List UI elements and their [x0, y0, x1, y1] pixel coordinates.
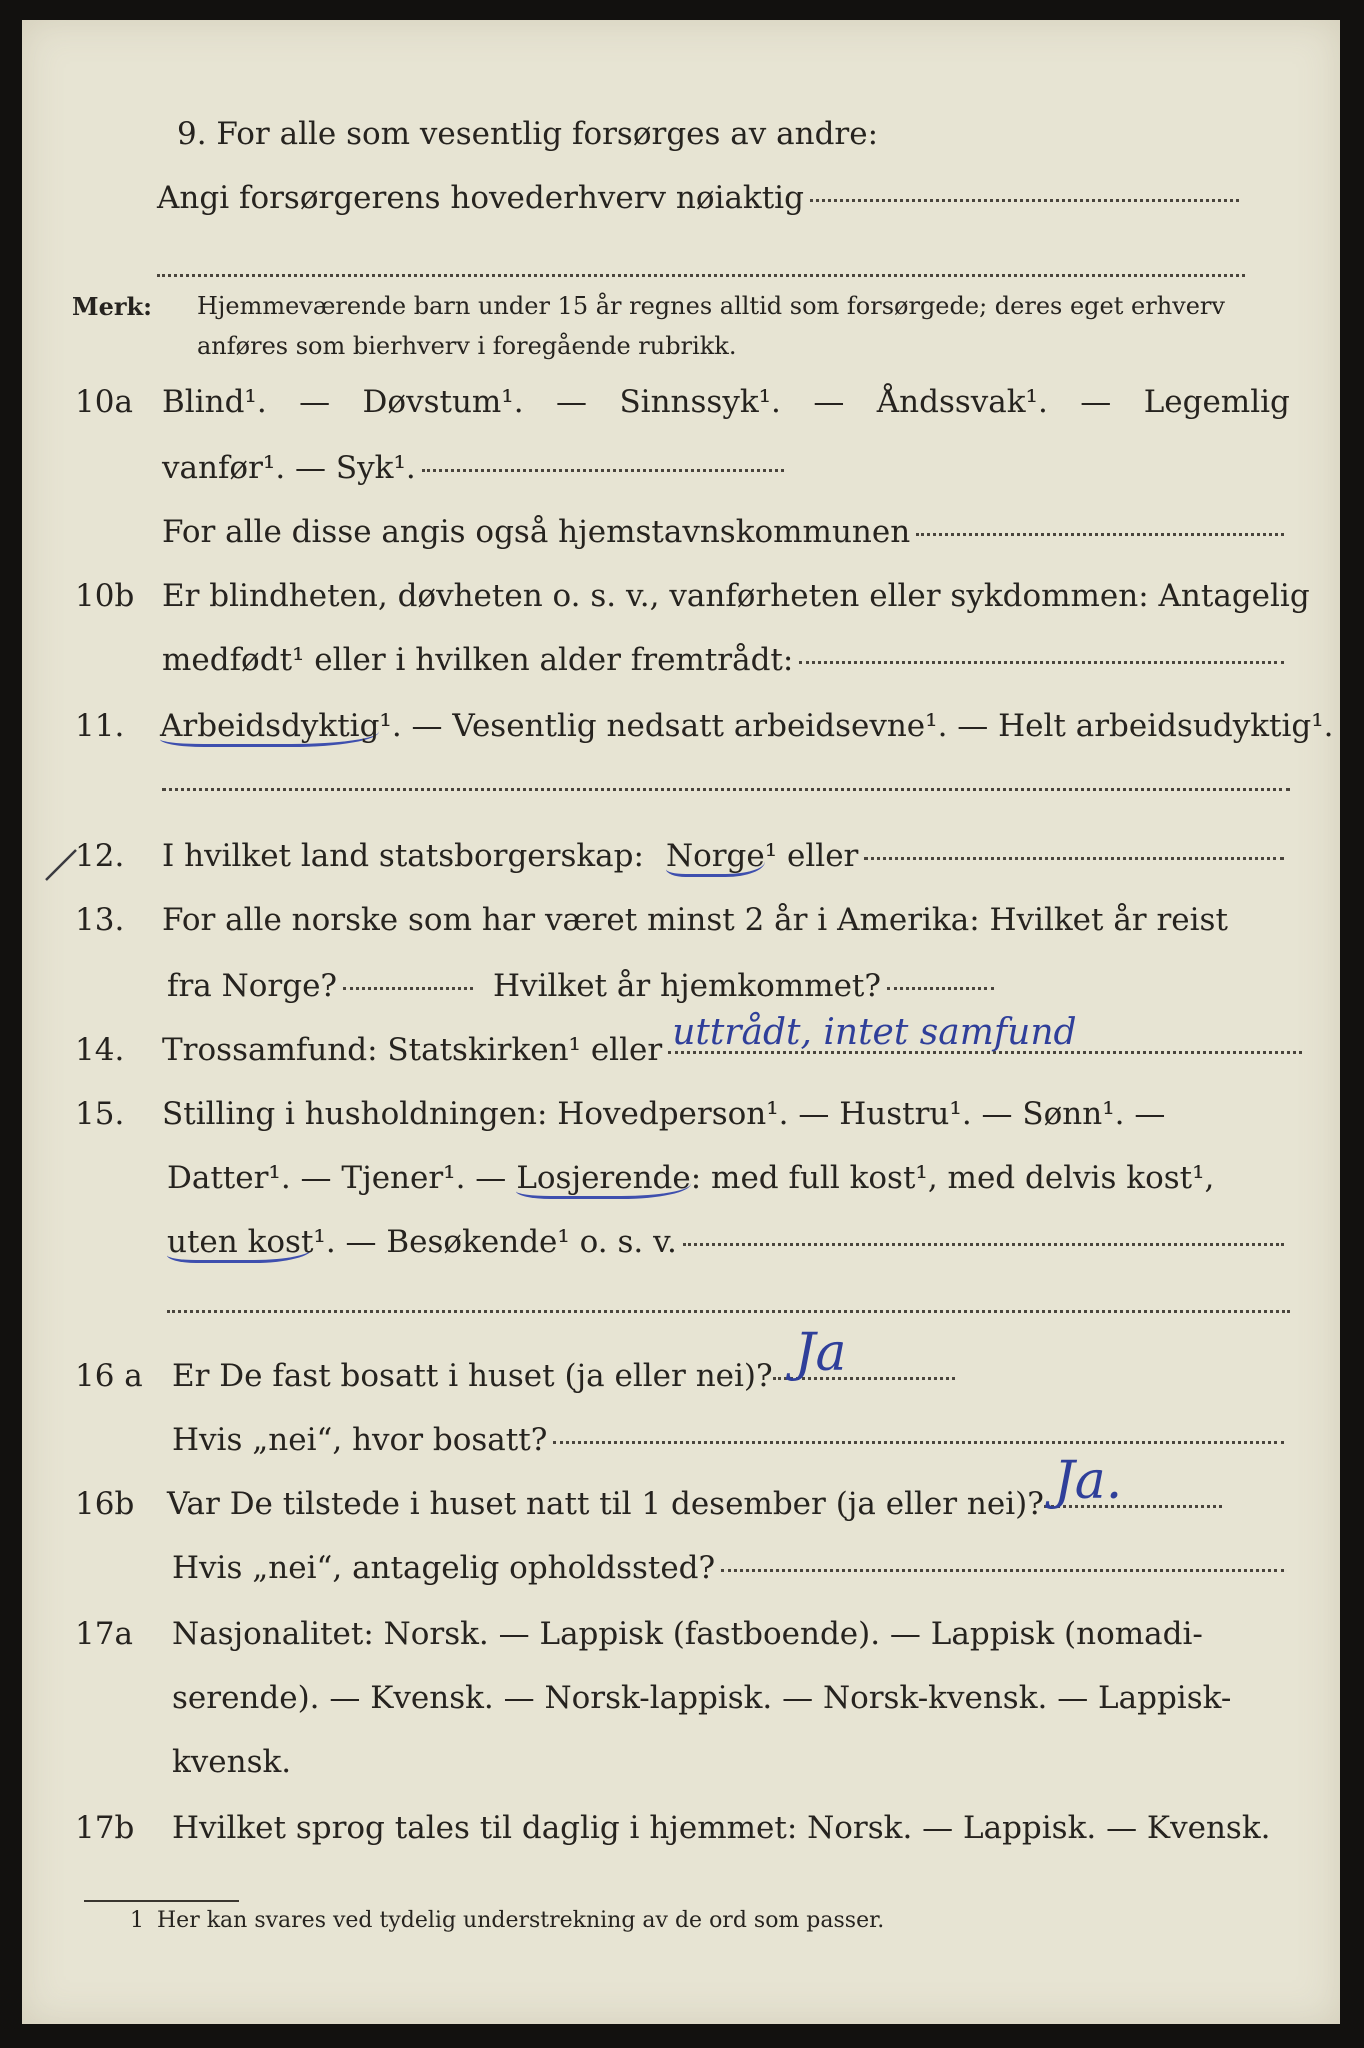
- q9-extra-answer-line[interactable]: [157, 274, 1245, 277]
- q15-line1: [22, 1096, 1340, 1152]
- q10b-line2: [22, 642, 1340, 698]
- q17a-text2: serende). — Kvensk. — Norsk-lappisk. — Norsk-kvensk. — Lappisk-: [172, 1680, 1232, 1716]
- q10b-line1: [22, 578, 1340, 634]
- q16b-line2: [22, 1550, 1340, 1606]
- q10a-line3: [22, 514, 1340, 570]
- q16a-line1: [22, 1323, 1340, 1414]
- q17a-number: 17a: [75, 1616, 133, 1652]
- q16b-answer-field[interactable]: [1044, 1451, 1222, 1511]
- census-form-page: [22, 20, 1340, 2024]
- q10a-dovstum: Døvstum¹.: [362, 384, 524, 420]
- q9-line1: [22, 116, 1340, 172]
- q10b-text1: Er blindheten, døvheten o. s. v., vanførheten eller sykdommen: Antagelig: [162, 578, 1310, 614]
- q11-rest: ¹. — Vesentlig nedsatt arbeidsevne¹. — Helt arbeidsudyktig¹.: [379, 708, 1334, 744]
- q14-text: Trossamfund: Statskirken¹ eller: [162, 1032, 663, 1068]
- footnote-text: Her kan svares ved tydelig understrekning av de ord som passer.: [157, 1908, 885, 1933]
- q10a-hjemstavn-field[interactable]: [916, 533, 1284, 536]
- q17b-line: [22, 1810, 1340, 1866]
- q10a-andssvak: Åndssvak¹.: [876, 384, 1048, 420]
- q16a-line2: [22, 1422, 1340, 1478]
- dash: —: [299, 384, 331, 420]
- q10a-vanfor: vanfør¹. — Syk¹.: [162, 450, 416, 486]
- q10a-hjemstavn: For alle disse angis også hjemstavnskommunen: [162, 514, 911, 550]
- q13-line1: [22, 902, 1340, 958]
- q11-arbeidsdyktig-underlined: Arbeidsdyktig: [160, 708, 379, 747]
- q12-line: [22, 838, 1340, 894]
- q9-text: 9. For alle som vesentlig forsørges av andre:: [177, 116, 879, 152]
- q12-text: I hvilket land statsborgerskap:: [162, 838, 644, 874]
- q14-answer-field[interactable]: [668, 1012, 1302, 1054]
- q15-line2: [22, 1160, 1340, 1216]
- q10b-answer-field[interactable]: [799, 661, 1284, 664]
- q10a-line2: [22, 450, 1340, 506]
- q11-number: 11.: [75, 708, 125, 744]
- q14-handwritten-answer: uttrådt, intet samfund: [672, 1012, 1077, 1053]
- merk-text2: anføres som bierhverv i foregående rubrikk.: [197, 332, 737, 360]
- footnote: [22, 1908, 1340, 1948]
- q17a-line2: [22, 1680, 1340, 1736]
- dash: —: [813, 384, 845, 420]
- q15-losjerende-underlined: Losjerende: [516, 1160, 690, 1199]
- q12-eller: ¹ eller: [764, 838, 859, 874]
- q16a-answer-field[interactable]: [773, 1323, 955, 1383]
- merk-text1: Hjemmeværende barn under 15 år regnes alltid som forsørgede; deres eget erhverv: [197, 292, 1225, 320]
- footnote-divider: [84, 1900, 239, 1902]
- q16b-text2: Hvis „nei“, antagelig opholdssted?: [172, 1550, 716, 1586]
- q16b-handwritten-answer: Ja.: [1053, 1451, 1123, 1511]
- merk-label: Merk:: [72, 292, 152, 321]
- q12-number: 12.: [75, 838, 125, 874]
- q13-reist-label: fra Norge?: [167, 968, 338, 1004]
- q15-number: 15.: [75, 1096, 125, 1132]
- q11-answer-line[interactable]: [162, 788, 1290, 791]
- q11-line: [22, 708, 1340, 764]
- q16a-handwritten-answer: Ja: [794, 1323, 847, 1383]
- q16a-number: 16 a: [75, 1358, 143, 1394]
- q16b-opholdssted-field[interactable]: [721, 1569, 1284, 1572]
- q15-line3: [22, 1224, 1340, 1280]
- merk-line2: [22, 332, 1340, 372]
- q17b-text: Hvilket sprog tales til daglig i hjemmet: Norsk. — Lappisk. — Kvensk.: [172, 1810, 1271, 1846]
- dash: —: [1080, 384, 1112, 420]
- q10a-number: 10a: [75, 384, 133, 420]
- q17a-text3: kvensk.: [172, 1744, 292, 1780]
- q16a-bosatt-field[interactable]: [553, 1441, 1284, 1444]
- q15-uten-kost-underlined: uten kost: [167, 1224, 313, 1263]
- q13-hjemkommet-label: Hvilket år hjemkommet?: [493, 968, 882, 1004]
- q17a-line3: [22, 1744, 1340, 1800]
- q10a-answer-field[interactable]: [422, 469, 784, 472]
- q9-answer-field[interactable]: [810, 199, 1239, 202]
- q10a-sinnssyk: Sinnssyk¹.: [619, 384, 781, 420]
- q9-label: Angi forsørgerens hovederhverv nøiaktig: [157, 180, 804, 216]
- footnote-mark: 1: [130, 1908, 144, 1933]
- q15-extra-answer-line[interactable]: [167, 1310, 1290, 1313]
- q15-text3: ¹. — Besøkende¹ o. s. v.: [313, 1224, 677, 1260]
- q13-hjemkommet-field[interactable]: [887, 987, 994, 990]
- q9-line2: [22, 180, 1340, 236]
- merk-line1: [22, 292, 1340, 332]
- q12-answer-field[interactable]: [864, 857, 1284, 860]
- q16b-number: 16b: [75, 1486, 135, 1522]
- q17b-number: 17b: [75, 1810, 135, 1846]
- q16b-text1: Var De tilstede i huset natt til 1 desember (ja eller nei)?: [167, 1486, 1044, 1522]
- q12-norge-underlined: Norge: [666, 838, 765, 877]
- q16a-text1: Er De fast bosatt i huset (ja eller nei)?: [172, 1358, 773, 1394]
- q16a-text2: Hvis „nei“, hvor bosatt?: [172, 1422, 548, 1458]
- q13-reist-field[interactable]: [343, 987, 473, 990]
- q14-number: 14.: [75, 1032, 125, 1068]
- q16b-line1: [22, 1451, 1340, 1542]
- q15-text2a: Datter¹. — Tjener¹. —: [167, 1160, 507, 1196]
- q15-text1: Stilling i husholdningen: Hovedperson¹. — Hustru¹. — Sønn¹. —: [162, 1096, 1166, 1132]
- q17a-text1: Nasjonalitet: Norsk. — Lappisk (fastboende). — Lappisk (nomadi-: [172, 1616, 1203, 1652]
- q15-answer-field[interactable]: [683, 1243, 1284, 1246]
- q10a-line1: [22, 384, 1340, 440]
- q14-line: [22, 1012, 1340, 1088]
- q10a-legemlig: Legemlig: [1143, 384, 1290, 420]
- q13-text1: For alle norske som har været minst 2 år i Amerika: Hvilket år reist: [162, 902, 1228, 938]
- dash: —: [556, 384, 588, 420]
- q15-text2b: : med full kost¹, med delvis kost¹,: [690, 1160, 1215, 1196]
- q10a-blind: Blind¹.: [162, 384, 267, 420]
- q10b-text2: medfødt¹ eller i hvilken alder fremtrådt:: [162, 642, 794, 678]
- q13-number: 13.: [75, 902, 125, 938]
- q17a-line1: [22, 1616, 1340, 1672]
- q10b-number: 10b: [75, 578, 135, 614]
